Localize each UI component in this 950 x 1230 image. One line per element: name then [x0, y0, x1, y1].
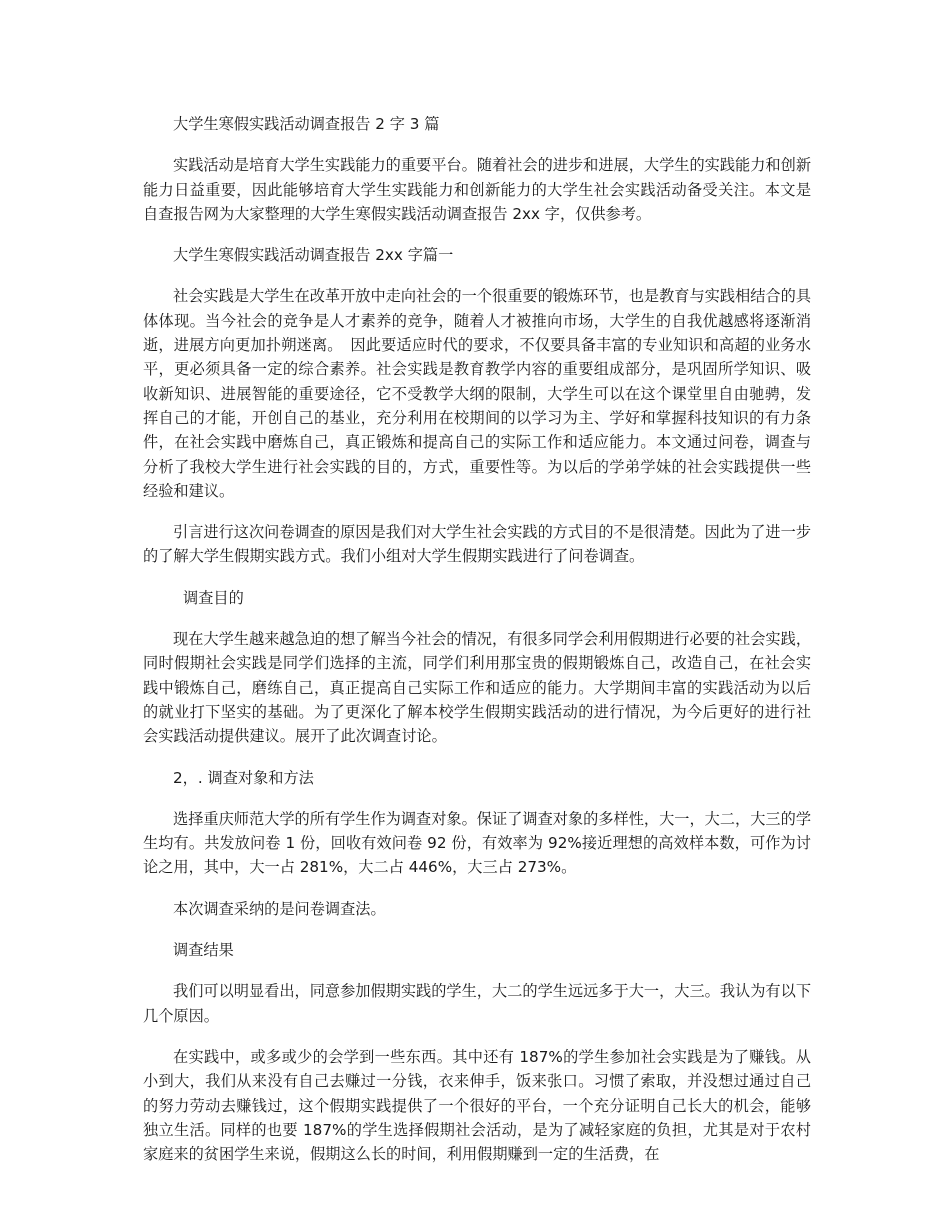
body-paragraph: 我们可以明显看出，同意参加假期实践的学生，大二的学生远远多于大一，大三。我认为有以下几个原因。 [143, 982, 811, 1025]
body-paragraph: 引言进行这次问卷调查的原因是我们对大学生社会实践的方式目的不是很清楚。因此为了进一步的了解大学生假期实践方式。我们小组对大学生假期实践进行了问卷调查。 [143, 523, 811, 566]
body-paragraph: 现在大学生越来越急迫的想了解当今社会的情况，有很多同学会利用假期进行必要的社会实践，同时假期社会实践是同学们选择的主流，同学们利用那宝贵的假期锻炼自己，改造自己，在社会实践中锻炼自己，磨练自己，真正提高自己实际工作和适应的能力。大学期间丰富的实践活动为以后的就业打下坚实的基础。为了更深化了解本校学生假期实践活动的进行情况，为今后更好的进行社会实践活动提供建议。展开了此次调查讨论。 [143, 630, 811, 746]
intro-paragraph: 实践活动是培育大学生实践能力的重要平台。随着社会的进步和进展，大学生的实践能力和创新能力日益重要，因此能够培育大学生实践能力和创新能力的大学生社会实践活动备受关注。本文是自查报告网为大家整理的大学生寒假实践活动调查报告 2xx 字，仅供参考。 [143, 156, 811, 223]
heading-result: 调查结果 [173, 941, 234, 960]
body-paragraph: 社会实践是大学生在改革开放中走向社会的一个很重要的锻炼环节，也是教育与实践相结合的具体体现。当今社会的竞争是人才素养的竞争，随着人才被推向市场，大学生的自我优越感将逐渐消逝，进展方向更加扑朔迷离。 因此要适应时代的要求，不仅要具备丰富的专业知识和高超的业务水平，更必须具备一定的综合素养。社会实践是教育教学内容的重要组成部分，是巩固所学知识、吸收新知识、进展智能的重要途径，它不受教学大纲的限制，大学生可以在这个课堂里自由驰骋，发挥自己的才能，开创自己的基业，充分利用在校期间的以学习为主、学好和掌握科技知识的有力条件，在社会实践中磨炼自己，真正锻炼和提高自己的实际工作和适应能力。本文通过问卷，调查与分析了我校大学生进行社会实践的目的，方式，重要性等。为以后的学弟学妹的社会实践提供一些经验和建议。 [143, 287, 811, 500]
body-paragraph: 本次调查采纳的是问卷调查法。 [173, 899, 386, 918]
heading-purpose: 调查目的 [183, 588, 244, 607]
document-title: 大学生寒假实践活动调查报告 2 字 3 篇 [173, 115, 440, 133]
body-paragraph: 在实践中，或多或少的会学到一些东西。其中还有 187%的学生参加社会实践是为了赚钱。从小到大，我们从来没有自己去赚过一分钱，衣来伸手，饭来张口。习惯了索取，并没想过通过自己的努力劳动去赚钱过，这个假期实践提供了一个很好的平台，一个充分证明自己长大的机会，能够独立生活。同样的也要 187%的学生选择假期社会活动，是为了减轻家庭的负担，尤其是对于农村家庭来的贫困学生来说，假期这么长的时间，利用假期赚到一定的生活费，在 [143, 1047, 811, 1164]
document-page [143, 112, 811, 1166]
heading-object: 2，. 调查对象和方法 [173, 768, 314, 787]
section-title: 大学生寒假实践活动调查报告 2xx 字篇一 [173, 246, 454, 265]
body-paragraph: 选择重庆师范大学的所有学生作为调查对象。保证了调查对象的多样性，大一，大二，大三的学生均有。共发放问卷 1 份，回收有效问卷 92 份，有效率为 92%接近理想的高效样本数，可作为讨论之用，其中，大一占 281%，大二占 446%，大三占 273%。 [143, 809, 811, 877]
